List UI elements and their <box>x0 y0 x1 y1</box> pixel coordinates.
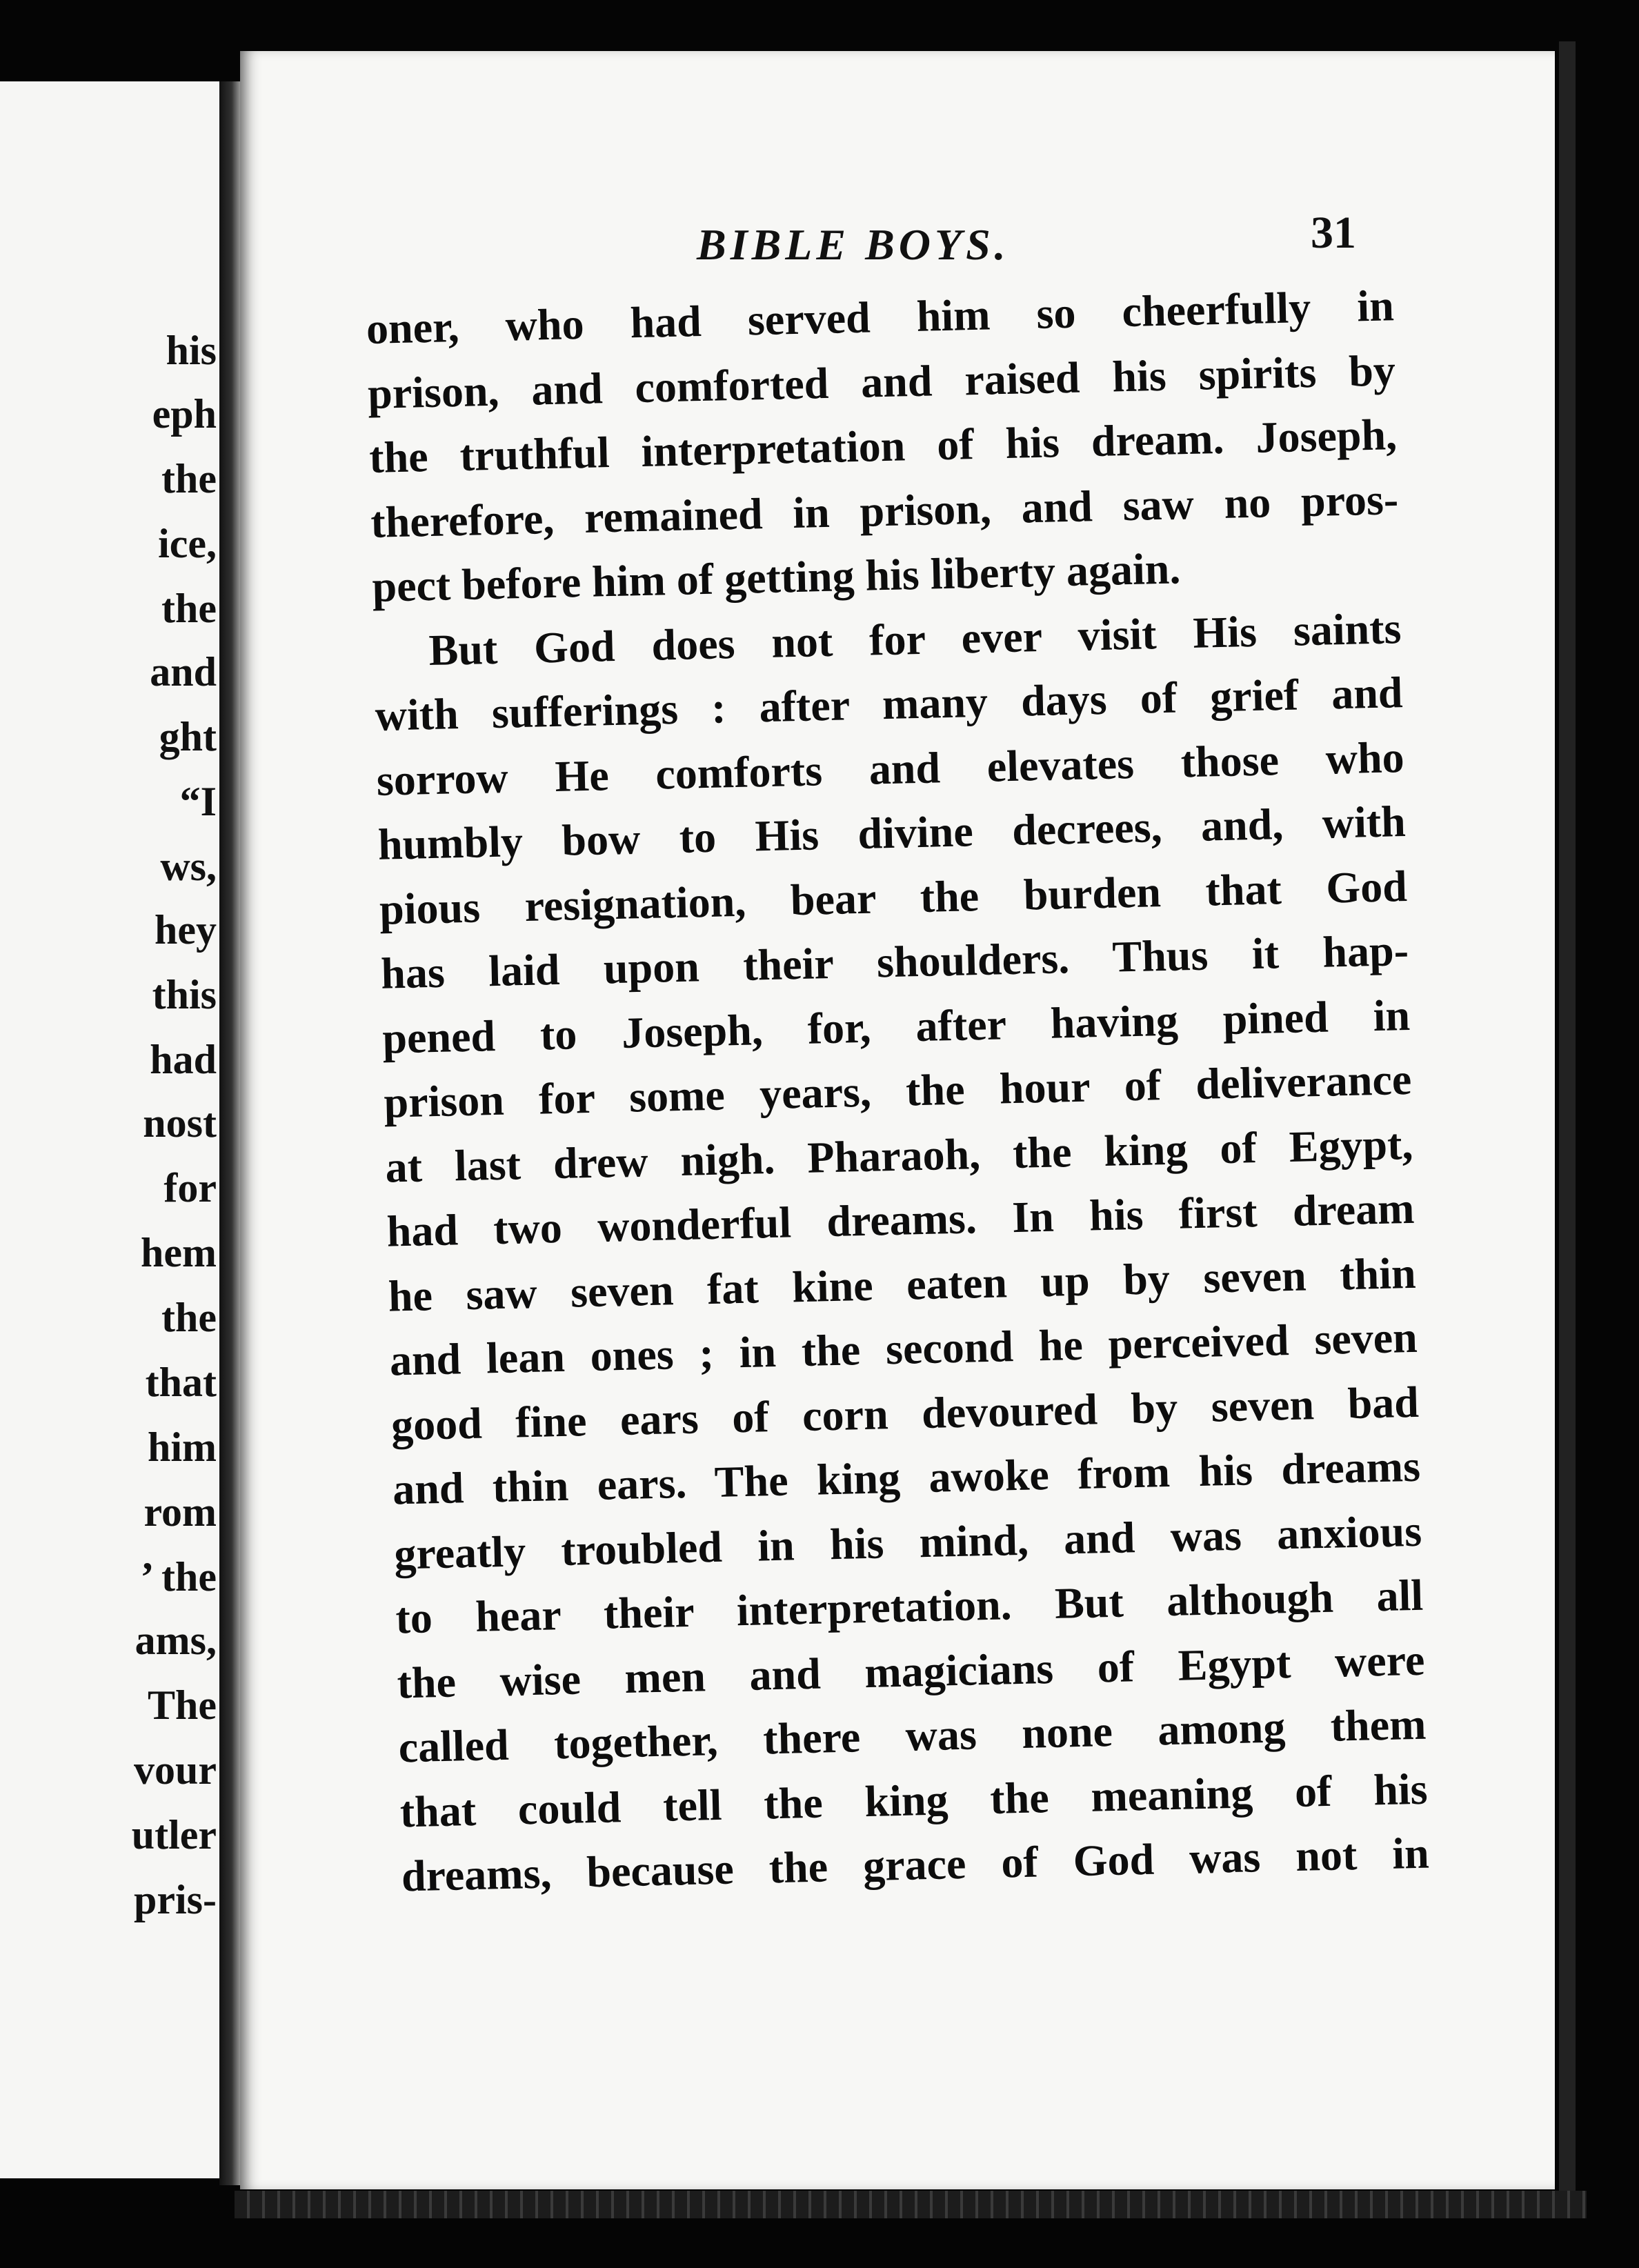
text-line: sorrow He comforts and elevates those who <box>376 732 1405 805</box>
left-page-line: hem <box>141 1230 217 1275</box>
left-page-line: pris- <box>134 1877 217 1922</box>
left-page-line: “I <box>179 779 217 824</box>
running-head: BIBLE BOYS. <box>697 220 1010 269</box>
left-page-line: had <box>150 1037 217 1082</box>
left-page-line: hey <box>155 907 217 953</box>
text-line: oner, who had served him so cheerfully in <box>366 281 1395 353</box>
left-page-line: ws, <box>160 844 217 889</box>
left-page-line: the <box>161 586 217 631</box>
body-text <box>366 273 1430 1909</box>
left-page-line: that <box>145 1360 217 1405</box>
text-line: prison for some years, the hour of deliverance <box>383 1054 1412 1127</box>
text-line: therefore, remained in prison, and saw no pros- <box>370 474 1399 547</box>
left-page-line: ams, <box>135 1618 217 1663</box>
left-page-line: eph <box>152 391 217 437</box>
left-page-line: his <box>166 328 217 373</box>
left-page-line: ght <box>159 714 217 759</box>
text-line: pious resignation, bear the burden that God <box>379 861 1408 934</box>
page-edge <box>1559 41 1576 2200</box>
previous-page <box>0 81 239 2178</box>
text-line: to hear their interpretation. But although all <box>395 1570 1424 1643</box>
text-line: at last drew nigh. Pharaoh, the king of Egypt, <box>384 1119 1414 1192</box>
text-line: humbly bow to His divine decrees, and, with <box>377 797 1407 869</box>
text-line: with sufferings : after many days of grief and <box>374 668 1404 740</box>
text-line: greatly troubled in his mind, and was anxious <box>393 1506 1422 1579</box>
page-edge-bottom <box>235 2191 1587 2218</box>
left-page-line: utler <box>131 1812 217 1858</box>
text-line: pect before him of getting his liberty again. <box>371 544 1182 611</box>
text-line: that could tell the king the meaning of his <box>399 1764 1429 1836</box>
text-line: pened to Joseph, for, after having pined in <box>381 990 1411 1063</box>
left-page-line: nost <box>143 1100 217 1146</box>
left-page-line: The <box>147 1682 217 1728</box>
text-line: he saw seven fat kine eaten up by seven thin <box>388 1248 1417 1321</box>
left-page-line: for <box>163 1165 217 1211</box>
text-line: the wise men and magicians of Egypt were <box>396 1635 1426 1707</box>
text-line: had two wonderful dreams. In his first dream <box>386 1183 1416 1256</box>
page-number: 31 <box>1311 208 1356 258</box>
left-page-line: rom <box>143 1489 217 1535</box>
left-page-line: vour <box>134 1747 217 1793</box>
left-page-line: him <box>147 1424 217 1470</box>
text-line: and thin ears. The king awoke from his dreams <box>392 1441 1421 1514</box>
left-page-line: ice, <box>158 521 217 566</box>
left-page-line: the <box>161 456 217 501</box>
text-line: and lean ones ; in the second he perceived seven <box>389 1312 1418 1385</box>
text-line: the truthful interpretation of his dream. Joseph, <box>368 410 1398 482</box>
text-line: called together, there was none among them <box>397 1699 1427 1772</box>
left-page-line: this <box>152 972 217 1017</box>
left-page-line: ’ the <box>140 1554 217 1600</box>
text-line: has laid upon their shoulders. Thus it hap- <box>380 925 1409 998</box>
text-line: good fine ears of corn devoured by seven bad <box>390 1377 1420 1450</box>
text-line: prison, and comforted and raised his spirits by <box>367 345 1396 418</box>
left-page-line: and <box>150 649 217 695</box>
text-line: dreams, because the grace of God was not in <box>401 1828 1430 1901</box>
text-line: But God does not for ever visit His saints <box>428 603 1402 675</box>
left-page-line: the <box>161 1295 217 1340</box>
